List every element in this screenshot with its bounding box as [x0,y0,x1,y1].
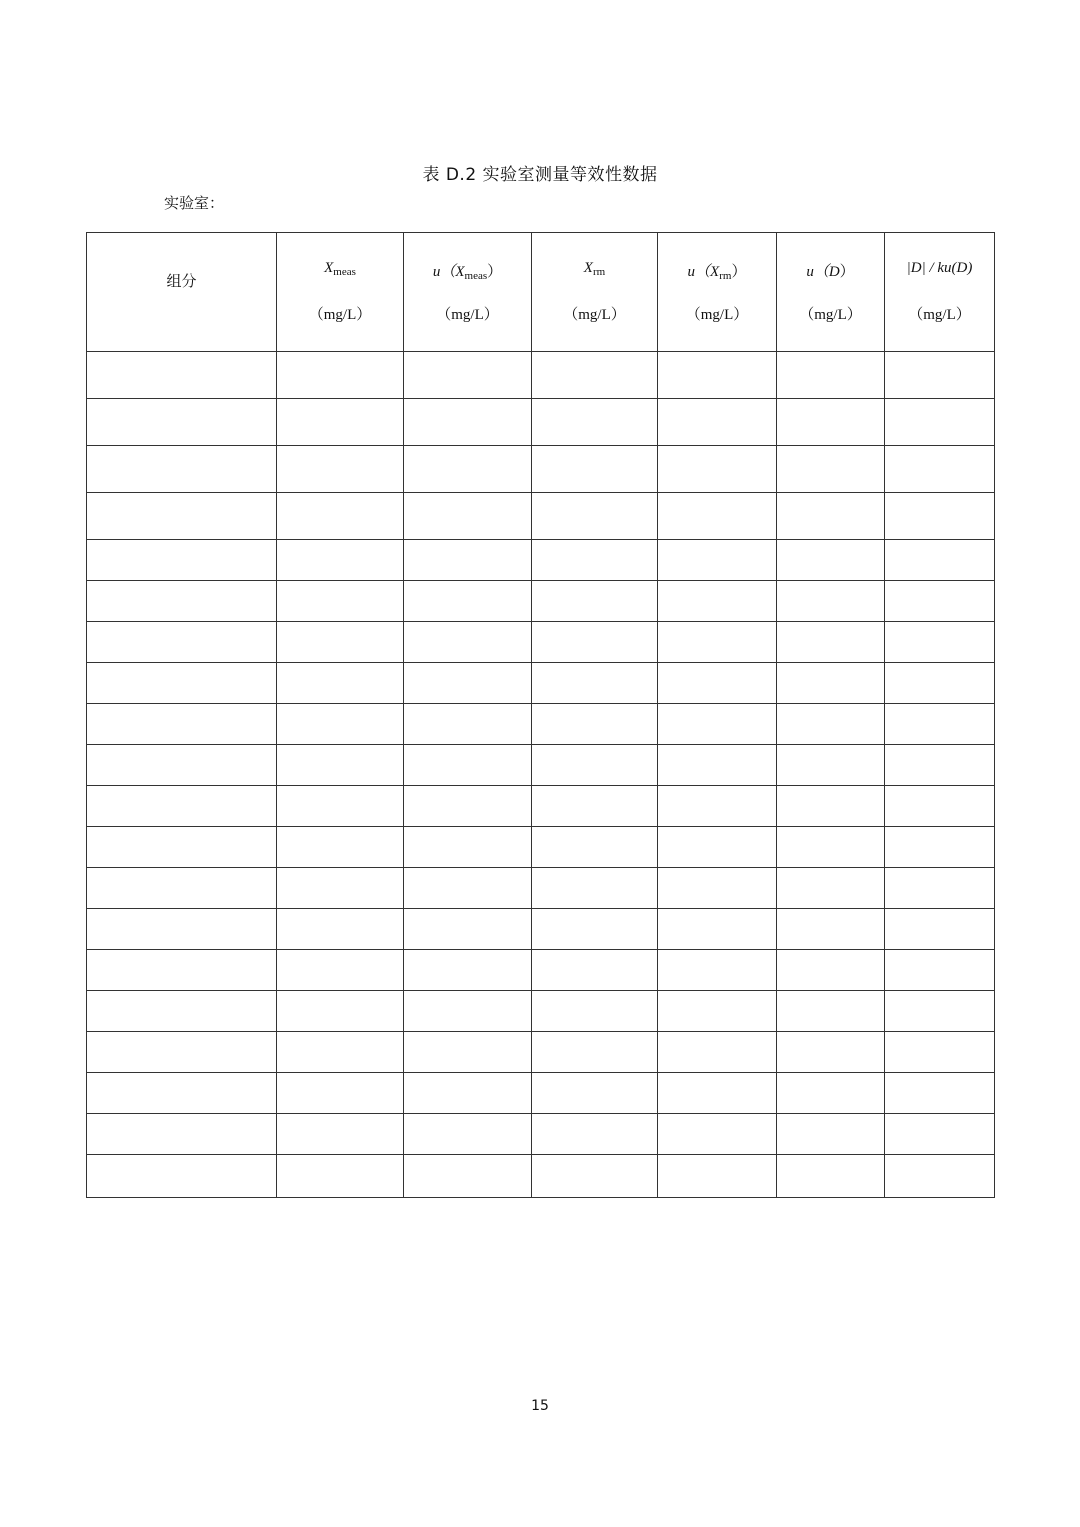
table-cell [658,745,777,786]
table-cell [777,909,885,950]
page-number: 15 [531,1398,549,1414]
table-cell [777,950,885,991]
table-cell [658,1155,777,1198]
table-cell [277,1114,404,1155]
table-row [87,493,995,540]
table-cell [404,540,532,581]
table-cell [404,581,532,622]
table-cell [404,1114,532,1155]
header-x-meas-symbol: $X_{meas}$ [324,260,356,278]
table-cell [777,704,885,745]
table-cell [885,1073,995,1114]
table-cell [277,493,404,540]
table-cell [277,950,404,991]
header-d-ratio-symbol: |D| / ku(D) [906,260,973,276]
table-cell [885,1155,995,1198]
table-row [87,399,995,446]
table-cell [277,446,404,493]
table-cell [777,868,885,909]
header-u-x-rm-symbol: $u(X_{rm})$ [687,264,747,282]
table-cell [658,991,777,1032]
table-row [87,909,995,950]
table-cell [658,786,777,827]
table-cell [277,622,404,663]
table-cell [277,1032,404,1073]
table-row [87,704,995,745]
table-cell [87,352,277,399]
header-d-ratio [885,233,995,352]
table-cell [532,352,658,399]
header-d-ratio-unit: （mg/L） [908,307,971,323]
table-cell [87,909,277,950]
table-cell [277,909,404,950]
table-cell [87,868,277,909]
table-cell [777,786,885,827]
table-cell [777,622,885,663]
table-cell [532,1032,658,1073]
table-cell [777,663,885,704]
header-x-meas [277,233,404,352]
table-cell [885,446,995,493]
table-cell [277,745,404,786]
table-cell [277,868,404,909]
table-cell [87,446,277,493]
table-cell [404,991,532,1032]
table-cell [532,704,658,745]
table-row [87,1032,995,1073]
table-cell [885,399,995,446]
table-cell [87,786,277,827]
table-cell [532,622,658,663]
header-u-d [777,233,885,352]
table-cell [87,745,277,786]
table-cell [777,1032,885,1073]
table-cell [885,622,995,663]
table-cell [885,1032,995,1073]
header-component [87,233,277,352]
table-cell [404,786,532,827]
table-cell [404,493,532,540]
table-cell [87,540,277,581]
table-cell [404,1073,532,1114]
table-cell [777,991,885,1032]
table-cell [87,704,277,745]
table-row [87,446,995,493]
table-cell [404,868,532,909]
table-cell [777,1155,885,1198]
page-title: 表 D.2 实验室测量等效性数据 [422,165,658,185]
table-cell [532,581,658,622]
table-cell [87,1032,277,1073]
table-cell [658,704,777,745]
table-row [87,1073,995,1114]
table-cell [885,868,995,909]
table-cell [658,622,777,663]
table-cell [658,352,777,399]
table-cell [404,704,532,745]
header-u-x-rm [658,233,777,352]
table-cell [532,540,658,581]
table-cell [277,540,404,581]
header-component-label: 组分 [166,271,197,290]
table-row [87,991,995,1032]
table-row [87,868,995,909]
table-cell [532,446,658,493]
table-cell [885,745,995,786]
table-cell [885,540,995,581]
table-row [87,786,995,827]
table-cell [885,909,995,950]
table-cell [885,663,995,704]
table-cell [658,868,777,909]
header-u-d-symbol: u（D） [806,264,855,280]
table-row [87,1155,995,1198]
table-cell [885,827,995,868]
table-cell [87,827,277,868]
table-cell [532,1155,658,1198]
table-cell [404,1032,532,1073]
table-cell [532,950,658,991]
table-row [87,827,995,868]
table-cell [658,663,777,704]
table-cell [532,1073,658,1114]
table-cell [532,663,658,704]
table-cell [87,1155,277,1198]
table-cell [404,446,532,493]
table-cell [658,1114,777,1155]
table-cell [87,1073,277,1114]
table-cell [87,622,277,663]
header-u-x-meas [404,233,532,352]
table-cell [277,1073,404,1114]
table-cell [658,446,777,493]
table-cell [277,663,404,704]
table-cell [277,1155,404,1198]
table-cell [404,399,532,446]
header-x-rm [532,233,658,352]
table-cell [885,704,995,745]
table-cell [658,1032,777,1073]
header-u-d-unit: （mg/L） [799,307,862,323]
table-cell [532,493,658,540]
table-cell [658,399,777,446]
table-cell [404,663,532,704]
table-cell [404,827,532,868]
table-cell [777,745,885,786]
table-row [87,950,995,991]
table-cell [87,1114,277,1155]
header-x-rm-unit: （mg/L） [563,307,626,323]
table-cell [87,399,277,446]
table-cell [87,663,277,704]
table-cell [277,991,404,1032]
table-cell [885,352,995,399]
table-cell [658,493,777,540]
table-cell [658,540,777,581]
table-cell [885,950,995,991]
table-cell [777,827,885,868]
table-cell [277,399,404,446]
table-row [87,1114,995,1155]
table-cell [404,950,532,991]
table-row [87,581,995,622]
table-cell [777,446,885,493]
table-cell [532,909,658,950]
table-cell [658,827,777,868]
table-cell [404,745,532,786]
header-u-x-meas-symbol: $u(X_{meas})$ [432,264,503,282]
table-row [87,663,995,704]
table-cell [885,786,995,827]
table-cell [404,909,532,950]
table-cell [404,352,532,399]
header-u-x-meas-unit: （mg/L） [436,307,499,323]
table-row [87,745,995,786]
lab-label: 实验室： [164,194,225,212]
table-cell [532,745,658,786]
table-cell [658,950,777,991]
table-cell [277,581,404,622]
table-row [87,622,995,663]
table-row [87,352,995,399]
table-cell [777,1114,885,1155]
table-cell [404,622,532,663]
table-cell [885,1114,995,1155]
table-cell [532,1114,658,1155]
table-cell [532,827,658,868]
table-cell [777,1073,885,1114]
table-cell [87,991,277,1032]
table-cell [532,991,658,1032]
header-x-meas-unit: （mg/L） [308,307,372,323]
table-cell [532,786,658,827]
table-cell [87,493,277,540]
table-cell [658,581,777,622]
header-x-rm-symbol: $X_{rm}$ [583,260,606,278]
table-cell [277,704,404,745]
table-cell [777,493,885,540]
table-cell [885,493,995,540]
table-cell [277,352,404,399]
table-body [87,352,995,1198]
table-cell [885,581,995,622]
table-cell [658,909,777,950]
table-row [87,540,995,581]
table-cell [404,1155,532,1198]
table-cell [777,581,885,622]
table-cell [885,991,995,1032]
table-cell [277,786,404,827]
table-cell [777,540,885,581]
table-cell [777,399,885,446]
table-header-row [87,233,995,352]
table-cell [532,868,658,909]
header-u-x-rm-unit: （mg/L） [685,307,749,323]
table-cell [658,1073,777,1114]
data-table [86,232,995,1198]
table-cell [87,950,277,991]
table-cell [87,581,277,622]
table-cell [277,827,404,868]
table-cell [532,399,658,446]
table-cell [777,352,885,399]
